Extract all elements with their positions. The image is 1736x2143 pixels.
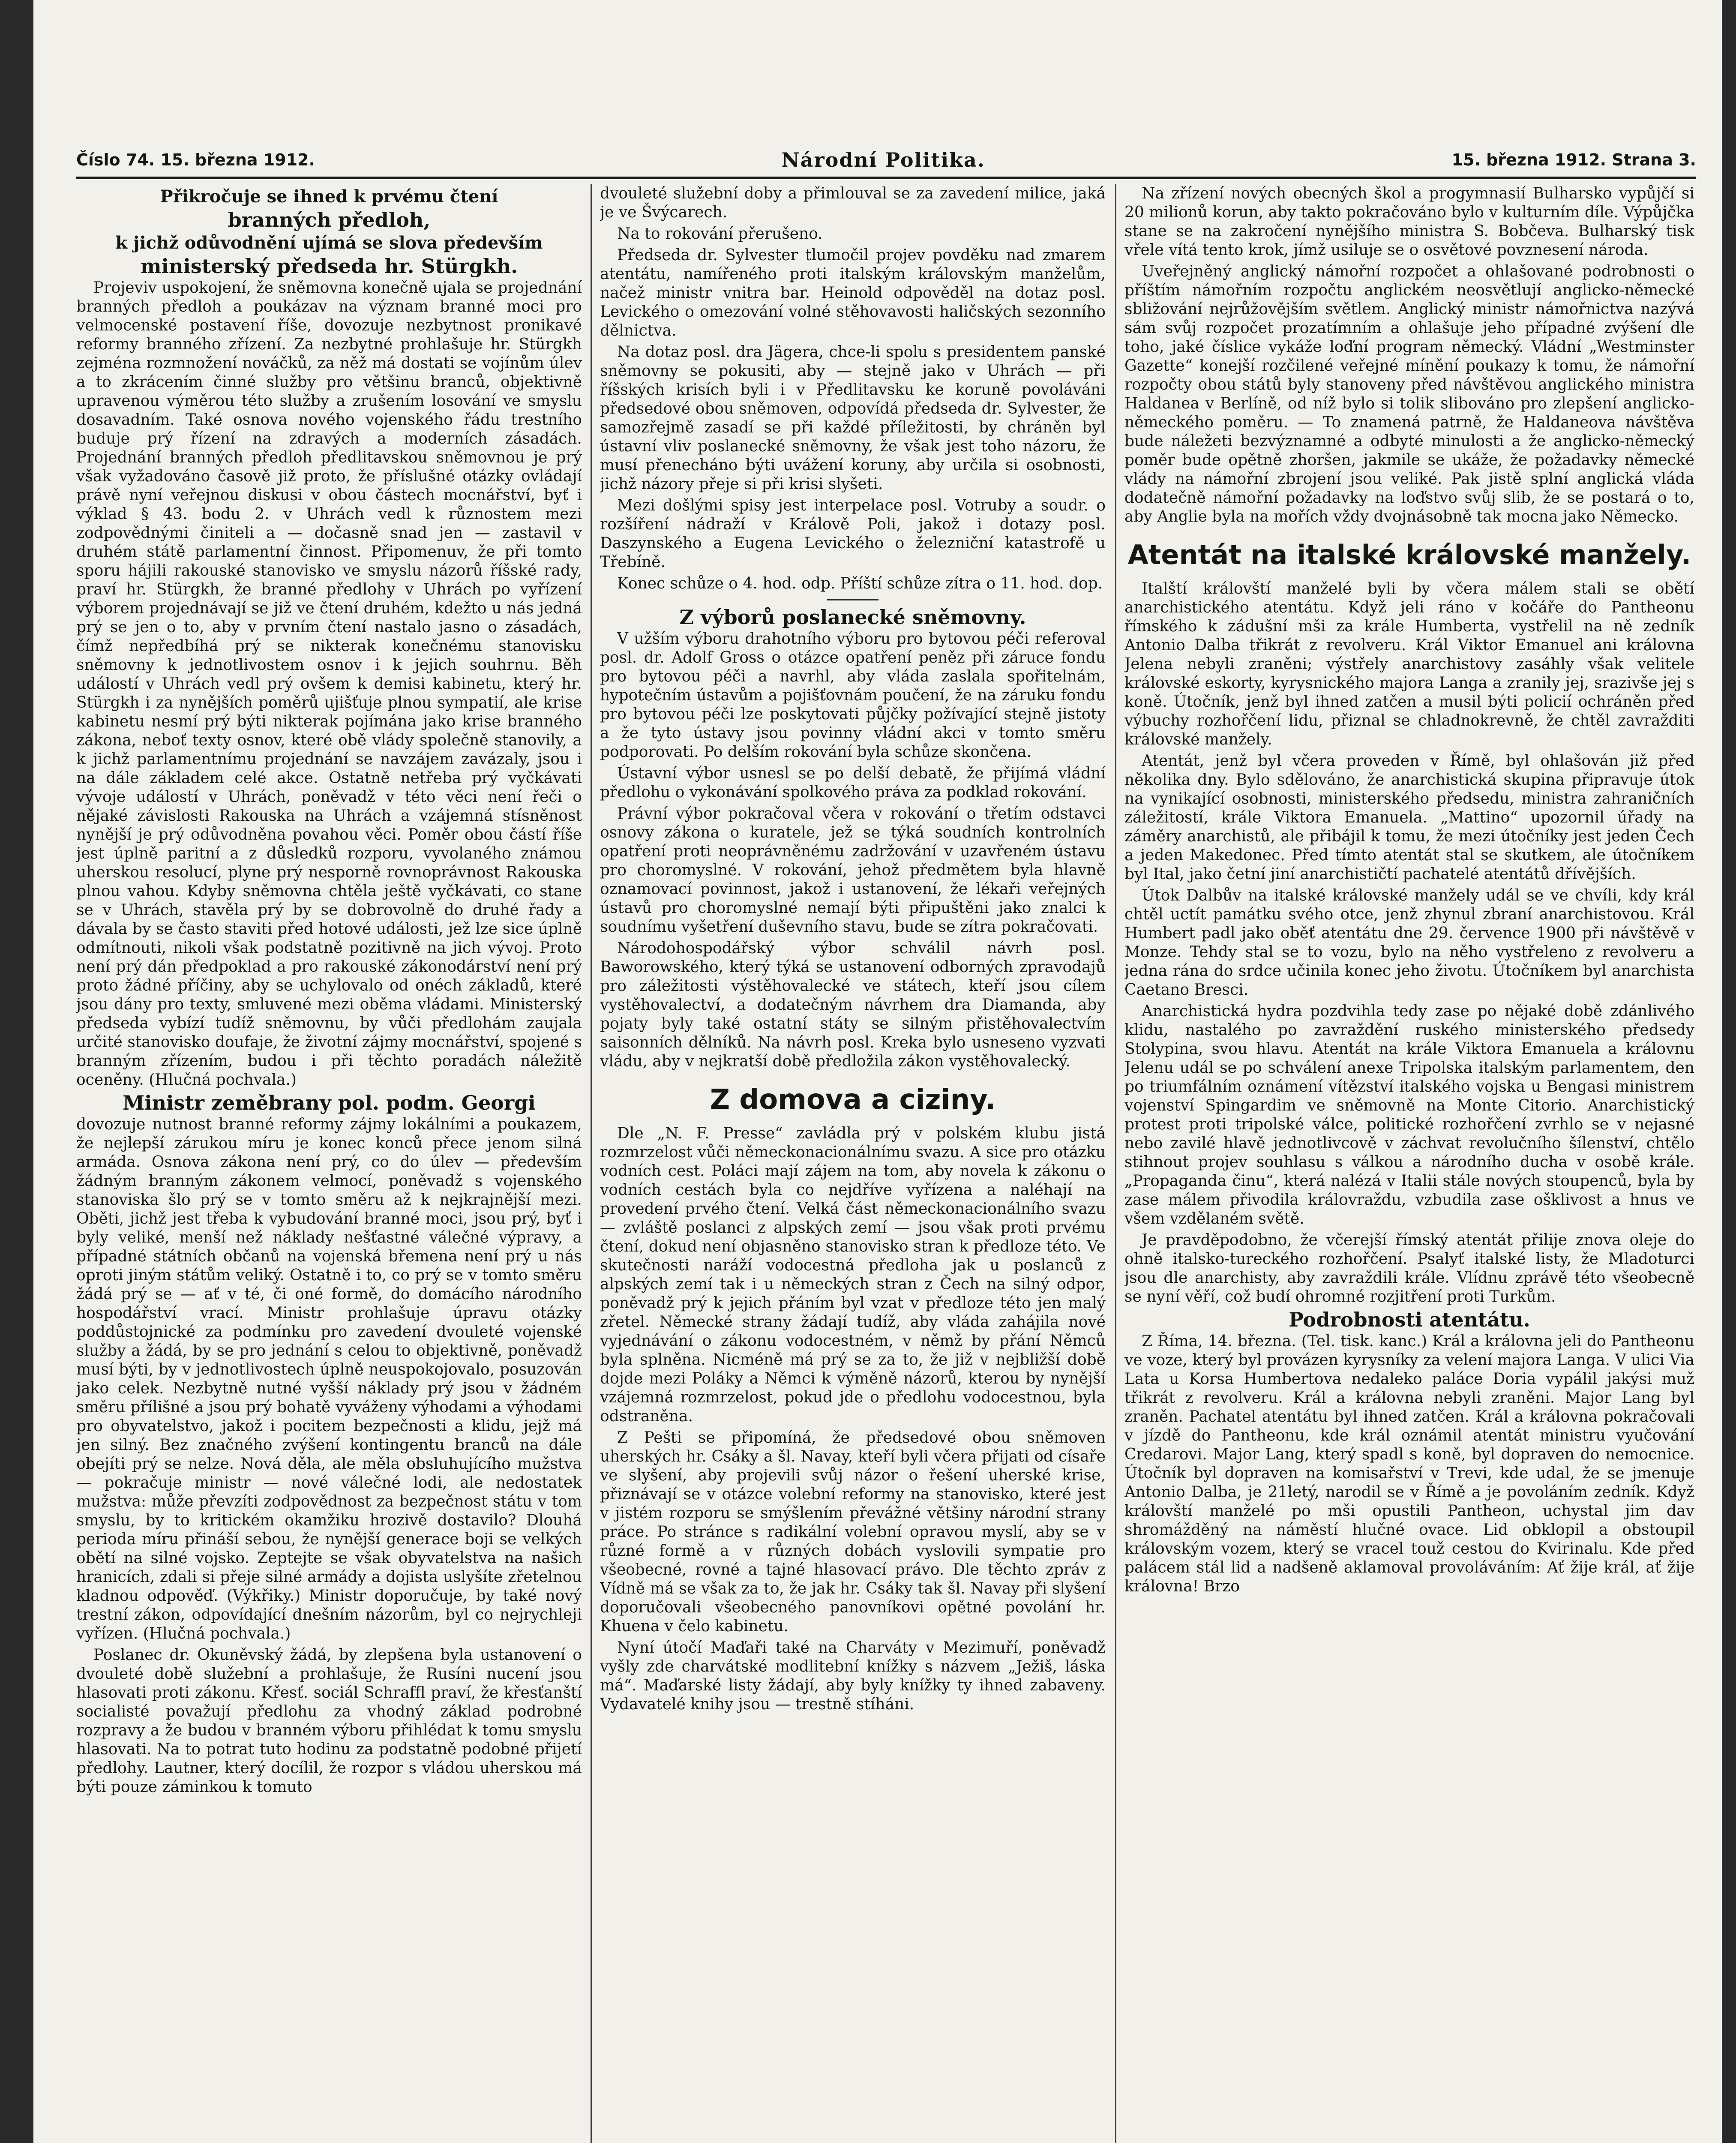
paragraph: Nyní útočí Maďaři také na Charváty v Mezimuří, poněvadž vyšly zde charvátské modlitební knížky s názvem „Ježiš, láska má“. Maďarské listy žádají, aby byly knížky ty ihned zabaveny. Vydavatelé knihy jsou — trestně stíháni. bbox=[600, 1639, 1106, 1713]
article-subheading: branných předloh, bbox=[228, 208, 431, 231]
paragraph: Na zřízení nových obecných škol a progymnasií Bulharsko vypůjčí si 20 milionů korun, aby takto pokračováno bylo v kulturním díle. Výpůjčka stane se na zakročení nynějšího ministra S. Bobčeva. Bulharský tisk vřele vítá tento krok, jímž usiluje se o osvětové povznesení národa. bbox=[1124, 185, 1694, 259]
section-headline: Z domova a ciziny. bbox=[710, 1084, 996, 1116]
paragraph: Z Pešti se připomíná, že předsedové obou sněmoven uherských hr. Csáky a šl. Navay, kteří byli včera přijati od císaře ve slyšení, aby projevili svůj názor o řešení uherské krise, přiznávají se v otázce volební reformy na stanovisko, které jest v jistém rozporu se smýšlením převážné většiny národní strany práce. Po stránce s radikální volební opravou myslí, aby se v různé formě a v různých dobách vyslovili sympatie pro všeobecné, rovné a tajné hlasovací právo. Dle těchto zpráv z Vídně má se však za to, že jak hr. Csáky tak šl. Navay při slyšení doporučovali všeobecného panovníkovi opětné povolání hr. Khuena v čelo kabinetu. bbox=[600, 1429, 1106, 1635]
article-subheading: Podrobnosti atentátu. bbox=[1289, 1308, 1530, 1331]
newspaper-page bbox=[33, 0, 1722, 2143]
article-subheading: ministerský předseda hr. Stürgkh. bbox=[140, 255, 518, 278]
column-2 bbox=[600, 184, 1106, 2143]
article-headline: Atentát na italské královské manžely. bbox=[1127, 539, 1691, 570]
column-divider-2 bbox=[1115, 184, 1116, 2143]
paragraph: Poslanec dr. Okuněvský žádá, by zlepšena byla ustanovení o dvouleté době služební a prohlašuje, že Rusíni nucení jsou hlasovati proti zákonu. Křesť. sociál Schraffl praví, že křesťanští socialisté považují předlohu za vhodný základ podrobné rozpravy a že budou v branném výboru přihlédat k tomu smyslu hlasovati. Na to potrat tuto hodinu za podstatně podobné přijetí předlohy. Lautner, který docílil, že rozpor s vládou uherskou má býti pouze záminkou k tomuto bbox=[76, 1646, 582, 1796]
paragraph: Je pravděpodobno, že včerejší římský atentát přilije znova oleje do ohně italsko-tureckého rozhořčení. Psalyť italské listy, že Mladoturci jsou dle anarchisty, aby zavraždili krále. Vlídnu zprávě této všeobecně se nyní věří, což budí ohromné rozjitření proti Turkům. bbox=[1124, 1231, 1694, 1306]
section-heading: Z výborů poslanecké sněmovny. bbox=[679, 606, 1026, 629]
paragraph: dvouleté služební doby a přimlouval se za zavedení milice, jaká je ve Švýcarech. bbox=[600, 185, 1106, 221]
paragraph: Uveřejněný anglický námořní rozpočet a ohlašované podrobnosti o příštím námořním rozpočtu anglickém neosvětlují anglicko-německé sbližování nejrůžovějším světlem. Anglický ministr námořnictva nazývá sám svůj rozpočet prozatímním a ohlašuje jeho případné zvýšení dle toho, jaké číslice vykáže loďní program německý. Vládní „Westminster Gazette“ konejší rozčilené veřejné mínění poukazy k tomu, že námořní rozpočty obou států byly stanoveny před návštěvou anglického ministra Haldanea v Berlíně, od níž bylo si tolik slibováno pro zlepšení anglicko-německého poměru. — To znamená patrně, že Haldaneova návštěva bude náležeti bezvýznamné a odbyté minulosti a že anglicko-německý poměr bude opětně zhoršen, jakmile se ukáže, že požadavky německé vlády na námořní zbrojení jsou veliké. Pak jistě splní anglická vláda dodatečně námořní požadavky na loďstvo svůj slib, že se postará o to, aby Anglie byla na mořích vždy dvojnásobně tak mocna jako Německo. bbox=[1124, 263, 1694, 525]
section-divider bbox=[827, 599, 878, 600]
paragraph: Konec schůze o 4. hod. odp. Příští schůze zítra o 11. hod. dop. bbox=[617, 575, 1103, 592]
paragraph: dovozuje nutnost branné reformy zájmy lokálními a poukazem, že nejlepší zárukou míru je konec konců přece jenom silná armáda. Osnova zákona není prý, co do úlev — především žádným branným zákonem velmocí, poněvadž s vojenského stanoviska šlo prý se v tomto směru až k nejkrajnější mezi. Oběti, jichž jest třeba k vybudování branné moci, jsou prý, byť i byly veliké, menší než náklady nešťastné válečné výpravy, a případné státních občanů na vojenská břemena není prý u nás oproti jiným státům veliký. Ostatně i to, co prý se v tomto směru žádá prý se — ať v té, či oné formě, do domácího národního hospodářství vrací. Ministr prohlašuje úpravu otázky poddůstojnické za podmínku pro zavedení dvouleté vojenské služby a žádá, by se pro jednání s celou to objektivně, poněvadž musí býti, by v jednotlivostech úplně neuspokojovalo, posuzován jako celek. Nezbytně nutné vyšší náklady prý jsou v žádném směru přílišné a jsou prý bohatě vyváženy výhodami a výhodami pro obyvatelstvo, jakož i pocitem bezpečnosti a klidu, jejž má jen silný. Bez značného zvýšení kontingentu branců na dále obejíti prý se nelze. Nová děla, ale měla obsluhujícího mužstva — pokračuje ministr — nové válečné lodi, ale nedostatek mužstva: může převzíti zodpovědnost za bezpečnost státu v tom smyslu, by to kritickém okamžiku hrozivě dostavilo? Dlouhá perioda míru přináší sebou, že nynější generace boji se velkých obětí na silné vojsko. Zeptejte se však obyvatelstva na našich hranicích, zdali si přeje silné armády a dojista uslyšíte zřetelnou kladnou odpověď. (Výkřiky.) Ministr doporučuje, by také nový trestní zákon, odpovídající dnešním názorům, byl co nejrychleji vyřízen. (Hlučná pochvala.) bbox=[76, 1116, 582, 1642]
paragraph: Předseda dr. Sylvester tlumočil projev povděku nad zmarem atentátu, namířeného proti italským královským manželům, načež ministr vnitra bar. Heinold odpověděl na dotaz posl. Levického o omezování volné stěhovavosti haličských sezonního dělnictva. bbox=[600, 246, 1106, 339]
paragraph: Mezi došlými spisy jest interpelace posl. Votruby a soudr. o rozšíření nádraží v Králově Poli, jakož i dotazy posl. Daszynského a Eugena Levického o železniční katastrofě u Třebíně. bbox=[600, 497, 1106, 571]
article-intro: Přikročuje se ihned k prvému čtení bbox=[160, 186, 498, 207]
paragraph: Anarchistická hydra pozdvihla tedy zase po nějaké době zdánlivého klidu, nastalého po zavraždění ruského ministerského předsedy Stolypina, svou hlavu. Atentát na krále Viktora Emanuela a královnu Jelenu udál se po schválení anexe Tripolska italským parlamentem, den po triumfálním oznámení vítězství italského vojska u Bengasi ministrem vojenství Spingardim ve sněmovně na Monte Citorio. Anarchistický protest proti tripolské válce, politické rozhořčení zvrhlo se v nejasné nebo zavilé hlavě jednotlivcově v záchvat revolučního šílenství, chtělo stihnout projev souhlasu s válkou a národního ducha v osobě krále. „Propaganda činu“, která nalézá v Italii stále nových stoupenců, byla by zase málem přivodila královraždu, vzbudila zase ošklivost a hnus ve všem vzdělaném světě. bbox=[1124, 1002, 1694, 1228]
paragraph: Útok Dalbův na italské královské manžely udál se ve chvíli, kdy král chtěl uctít památku svého otce, jenž zhynul zbraní anarchistovou. Král Humbert padl jako oběť atentátu dne 29. července 1900 při návštěvě v Monze. Tehdy stal se to vozu, bylo na něho vystřeleno z revolveru a jedna rána do srdce učinila konec jeho životu. Útočníkem byl anarchista Caetano Bresci. bbox=[1124, 887, 1694, 999]
paragraph: Dle „N. F. Presse“ zavládla prý v polském klubu jistá rozmrzelost vůči německonacionálnímu svazu. A sice pro otázku vodních cest. Poláci mají zájem na tom, aby novela k zákonu o vodních cestách byla co nejdříve vyřízena a naléhají na provedení prvého čtení. Velká část německonacionálního svazu — zvláště poslanci z alpských zemí — jsou však proti prvému čtení, dokud není objasněno stanovisko stran k předloze této. Ve skutečnosti naráží vodocestná předloha jak u poslanců z alpských zemí tak i u německých stran z Čech na silný odpor, poněvadž prý k jejich přáním byl vzat v předloze této jen malý zřetel. Německé strany žádají tudíž, aby vláda zahájila nové vyjednávání o zákonu vodocestném, v němž by přání Němců byla splněna. Nicméně má prý se za to, že již v nejbližší době dojde mezi Poláky a Němci k výměně názorů, kterou by nynější vzájemná rozmrzelost, pokud jde o předlohu vodocestnou, byla odstraněna. bbox=[600, 1125, 1106, 1425]
paragraph: Z Říma, 14. března. (Tel. tisk. kanc.) Král a královna jeli do Pantheonu ve voze, který byl provázen kyrysníky za velení majora Langa. V ulici Via Lata u Korsa Humbertova nedaleko paláce Doria vypálil jakýsi muž třikrát z revolveru. Král a královna nebyli zraněni. Major Lang byl zraněn. Pachatel atentátu byl ihned zatčen. Král a královna pokračovali v jízdě do Pantheonu, kde král oznámil atentát ministru vyučování Credarovi. Major Lang, který spadl s koně, byl dopraven do nemocnice. Útočník byl dopraven na komisařství v Trevi, kde udal, že se jmenuje Antonio Dalba, je 21letý, narodil se v Římě a je povoláním zedník. Když královští manželé po mši opustili Pantheon, uchystal jim dav shromážděný na náměstí hlučné ovace. Lid obklopil a obstoupil královským vozem, který se vracel touž cestou do Kvirinalu. Kde před palácem stál lid a nadšeně aklamoval provoláváním: Ať žije král, ať žije královna! Brzo bbox=[1124, 1333, 1694, 1595]
column-divider-1 bbox=[591, 184, 592, 2143]
paragraph: Atentát, jenž byl včera proveden v Římě, byl ohlašován již před několika dny. Bylo sdělováno, že anarchistická skupina připravuje útok na vynikající osobnosti, ministerského předsedu, ministra zahraničních záležitostí, krále Viktora Emanuela. „Mattino“ upozornil úřady na záměry anarchistů, ale přibájil k tomu, že mezi útočníky jest jeden Čech a jeden Makedonec. Před tímto atentát stal se skutkem, ale útočníkem byl Ital, jako četní jiní anarchističtí pachatelé atentátů dřívějších. bbox=[1124, 752, 1694, 883]
paragraph: Na to rokování přerušeno. bbox=[617, 225, 823, 243]
masthead: Národní Politika. bbox=[781, 148, 985, 171]
article-subheading: k jichž odůvodnění ujímá se slova především bbox=[115, 233, 543, 253]
paragraph: Italští královští manželé byli by včera málem stali se obětí anarchistického atentátu. Když jeli ráno v kočáře do Pantheonu římského k zádušní mši za krále Humberta, vystřelil na ně zedník Antonio Dalba třikrát z revolveru. Král Viktor Emanuel ani královna Jelena nebyli zraněni; výstřely anarchistovy zasáhly však velitele královské eskorty, kyrysnického majora Langa a zranily jej, srazivše jej s koně. Útočník, jenž byl ihned zatčen a musil býti policií ochráněn před výbuchy rozhořčení lidu, přiznal se chladnokrevně, že chtěl zavražditi královské manžely. bbox=[1124, 580, 1694, 748]
paragraph: Národohospodářský výbor schválil návrh posl. Baworowského, který týká se ustanovení odborných zpravodajů pro záležitosti výstěhovalecké ve státech, kteří jsou cílem vystěhovalectví, a dodatečným návrhem dra Diamanda, aby pojaty byly také ostatní státy se silným přistěhovalectvím saisonních dělníků. Na návrh posl. Kreka bylo usneseno vyzvati vládu, aby v nejkratší době předložila zákon vystěhovalecký. bbox=[600, 939, 1106, 1070]
column-1 bbox=[76, 184, 582, 2143]
paragraph: Ústavní výbor usnesl se po delší debatě, že přijímá vládní předlohu o vykonávání spolkového práva za podklad rokování. bbox=[600, 765, 1106, 801]
paragraph: V užším výboru drahotního výboru pro bytovou péči referoval posl. dr. Adolf Gross o otázce opatření peněz při záruce fondu pro bytovou péči a navrhl, aby vláda zaslala spořitelnám, hypotečním ústavům a pojišťovnám poučení, že na záruku fondu pro bytovou péči lze poskytovati půjčky požívající stejně jistoty a že tyto ústavy jsou povinny vládní akci v tomto směru podporovati. Po delším rokování byla schůze skončena. bbox=[600, 630, 1106, 761]
paragraph: Na dotaz posl. dra Jägera, chce-li spolu s presidentem panské sněmovny se pokusiti, aby — stejně jako v Uhrách — při říšských krisích byli i v Předlitavsku ke koruně povoláváni předsedové obou sněmoven, odpovídá předseda dr. Sylvester, že samozřejmě zasadí se při každé příležitosti, by chráněn byl ústavní vliv poslanecké sněmovny, že však jest toho názoru, že musí přenecháno býti uvážení koruny, aby určila si osobnosti, jichž názory přeje si při krisi slyšeti. bbox=[600, 343, 1106, 493]
paragraph: Právní výbor pokračoval včera v rokování o třetím odstavci osnovy zákona o kuratele, jež se týká soudních kontrolních opatření proti neoprávněnému zadržování v uzavřeném ústavu pro choromyslné. V rokování, jehož předmětem byla hlavně oznamovací povinnost, jakož i ustanovení, že lékaři veřejných ústavů pro choromyslné nemají býti připuštěni jako znalci k soudnímu vyšetření duševního stavu, bude se zítra pokračovati. bbox=[600, 805, 1106, 936]
issue-number: Číslo 74. 15. března 1912. bbox=[76, 150, 315, 169]
paragraph: Projeviv uspokojení, že sněmovna konečně ujala se projednání branných předloh a poukázav na význam branné moci pro velmocenské postavení říše, dovozuje nezbytnost pronikavé reformy branného zřízení. Za nezbytné prohlašuje hr. Stürgkh zejména rozmnožení nováčků, za něž má dostati se vojínům úlev a to zkrácením činné služby pro většinu branců, objektivně upravenou výměrou této služby a zrušením losování ve smyslu dosavadním. Také osnova nového vojenského řádu trestního buduje prý řízení na zdravých a moderních zásadách. Projednání branných předloh předlitavskou sněmovnou je prý však vyžadováno časově již proto, že příslušné otázky ovládají právě nyní veřejnou diskusi v obou částech mocnářství, byť i výklad § 43. bodu 2. v Uhrách vedl k různostem mezi zodpovědnými činiteli a — dočasně snad jen — zastavil v druhém státě parlamentní činnost. Připomenuv, že při tomto sporu hájili rakouské stanovisko ve smyslu názorů říšské rady, praví hr. Stürgkh, že branné předlohy v Uhrách po vyřízení výborem projednávají se již ve čtení druhém, kdežto u nás jedná prý se jen o to, aby v prvním čtení nastalo jasno o zásadách, čímž nepředbíhá prý se nikterak konečnému stanovisku sněmovny k jednotlivostem osnov i k jejich souhrnu. Běh událostí v Uhrách vedl prý ovšem k demisi kabinetu, který hr. Stürgkh i za nynějších poměrů ujišťuje plnou sympatií, ale krise kabinetu nesmí prý býti nikterak pojímána jako krise branného zákona, neboť texty osnov, které obě vlády společně stanovily, a k jichž parlamentnímu projednání se navzájem zavázaly, jsou i na dále základem celé akce. Ostatně netřeba prý vyčkávati vývoje událostí v Uhrách, poněvadž v této věci není řeči o nějaké závislosti Rakouska na Uhrách a vzájemná stísněnost nynější je prý odůvodněna povahou věci. Poměr obou částí říše jest úplně paritní a z důsledků rozporu, vyvolaného známou uherskou resolucí, plyne prý nesporně rovnoprávnost Rakouska plnou vahou. Kdyby sněmovna chtěla ještě vyčkávati, co stane se v Uhrách, stavěla prý by se dobrovolně do druhé řady a dávala by se často staviti před hotové události, jež lze sice úplně odmítnouti, nikoli však podstatně pozitivně na jich vývoj. Proto není prý dán předpoklad a pro rakouské zákonodárství není prý proto žádné příčiny, aby se uchylovalo od onéch základů, které jsou dány pro texty, smluvené mezi oběma vládami. Ministerský předseda vybízí tudíž sněmovnu, by vůči předlohám zaujala určité stanovisko doufaje, že životní zájmy mocnářství, spojené s branným zřízením, budou i při těchto poradách náležitě oceněny. (Hlučná pochvala.) bbox=[76, 279, 582, 1089]
page-header bbox=[76, 145, 1696, 175]
article-subheading: Ministr zeměbrany pol. podm. Georgi bbox=[123, 1091, 536, 1114]
date-and-page: 15. března 1912. Strana 3. bbox=[1451, 150, 1696, 169]
header-rule bbox=[76, 177, 1696, 179]
column-3 bbox=[1124, 184, 1694, 2143]
